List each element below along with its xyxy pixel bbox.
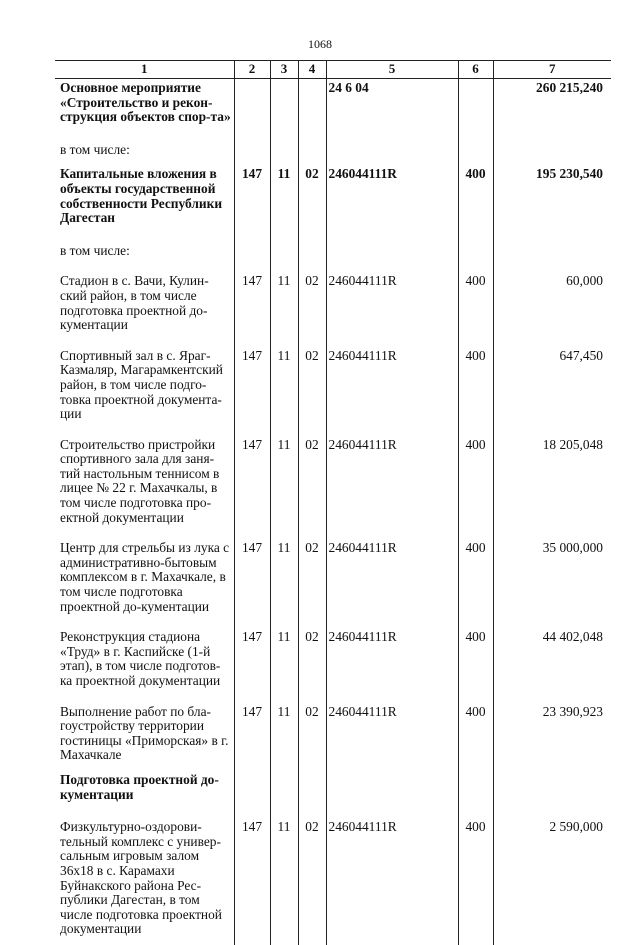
row-section-cell: 11 bbox=[270, 812, 298, 945]
row-code-cell: 147 bbox=[234, 266, 270, 340]
row-section-cell: 11 bbox=[270, 622, 298, 696]
row-expense-type-cell: 400 bbox=[458, 266, 493, 340]
table-row bbox=[55, 79, 611, 135]
row-amount-cell: 195 230,540 bbox=[493, 165, 611, 235]
table-row bbox=[55, 533, 611, 622]
row-expense-type-cell: 400 bbox=[458, 165, 493, 235]
row-code-cell: 147 bbox=[234, 533, 270, 622]
row-target-article-cell: 246044111R bbox=[326, 533, 458, 622]
row-section-cell bbox=[270, 236, 298, 267]
row-amount-cell: 23 390,923 bbox=[493, 697, 611, 771]
table-row bbox=[55, 165, 611, 235]
row-amount-cell: 260 215,240 bbox=[493, 79, 611, 135]
header-cell: 6 bbox=[458, 61, 493, 79]
row-subsection-cell: 02 bbox=[298, 812, 326, 945]
row-code-cell: 147 bbox=[234, 165, 270, 235]
header-cell: 4 bbox=[298, 61, 326, 79]
table-row bbox=[55, 430, 611, 534]
header-cell: 3 bbox=[270, 61, 298, 79]
row-name-cell: Капитальные вложения в объекты государственной собственности Республики Дагестан bbox=[60, 166, 223, 226]
table-row bbox=[55, 135, 611, 166]
row-target-article-cell bbox=[326, 771, 458, 812]
row-amount-cell: 44 402,048 bbox=[493, 622, 611, 696]
row-expense-type-cell: 400 bbox=[458, 430, 493, 534]
row-target-article-cell: 246044111R bbox=[326, 697, 458, 771]
row-section-cell: 11 bbox=[270, 165, 298, 235]
row-subsection-cell: 02 bbox=[298, 697, 326, 771]
row-section-cell: 11 bbox=[270, 697, 298, 771]
row-amount-cell: 35 000,000 bbox=[493, 533, 611, 622]
row-code-cell bbox=[234, 771, 270, 812]
row-name-cell: Спортивный зал в с. Яраг-Казмаляр, Магарамкентский район, в том числе подго-товка проектной документа-ции bbox=[60, 347, 223, 422]
table-row bbox=[55, 812, 611, 945]
row-expense-type-cell bbox=[458, 79, 493, 135]
row-name-cell: в том числе: bbox=[60, 242, 130, 258]
row-target-article-cell: 246044111R bbox=[326, 812, 458, 945]
row-target-article-cell: 246044111R bbox=[326, 165, 458, 235]
row-name-cell: в том числе: bbox=[60, 141, 130, 157]
row-subsection-cell bbox=[298, 135, 326, 166]
table-row bbox=[55, 697, 611, 771]
row-subsection-cell: 02 bbox=[298, 266, 326, 340]
row-code-cell bbox=[234, 236, 270, 267]
row-amount-cell: 647,450 bbox=[493, 341, 611, 430]
row-subsection-cell: 02 bbox=[298, 165, 326, 235]
header-cell: 5 bbox=[326, 61, 458, 79]
header-cell: 1 bbox=[55, 61, 234, 79]
row-subsection-cell: 02 bbox=[298, 622, 326, 696]
row-code-cell: 147 bbox=[234, 622, 270, 696]
row-code-cell: 147 bbox=[234, 341, 270, 430]
row-amount-cell bbox=[493, 771, 611, 812]
row-amount-cell bbox=[493, 135, 611, 166]
row-amount-cell: 2 590,000 bbox=[493, 812, 611, 945]
row-expense-type-cell: 400 bbox=[458, 622, 493, 696]
row-expense-type-cell: 400 bbox=[458, 533, 493, 622]
row-section-cell: 11 bbox=[270, 266, 298, 340]
row-section-cell: 11 bbox=[270, 430, 298, 534]
row-section-cell: 11 bbox=[270, 341, 298, 430]
row-target-article-cell: 246044111R bbox=[326, 622, 458, 696]
row-code-cell: 147 bbox=[234, 430, 270, 534]
row-code-cell: 147 bbox=[234, 697, 270, 771]
table-row bbox=[55, 266, 611, 340]
row-subsection-cell bbox=[298, 79, 326, 135]
row-expense-type-cell: 400 bbox=[458, 812, 493, 945]
row-target-article-cell: 246044111R bbox=[326, 430, 458, 534]
row-name-cell: Основное мероприятие «Строительство и рекон-струкция объектов спор-та» bbox=[60, 80, 231, 125]
row-expense-type-cell bbox=[458, 236, 493, 267]
row-amount-cell bbox=[493, 236, 611, 267]
header-cell: 7 bbox=[493, 61, 611, 79]
row-section-cell bbox=[270, 135, 298, 166]
table-row bbox=[55, 236, 611, 267]
row-subsection-cell bbox=[298, 771, 326, 812]
table-row bbox=[55, 622, 611, 696]
row-amount-cell: 60,000 bbox=[493, 266, 611, 340]
row-subsection-cell: 02 bbox=[298, 533, 326, 622]
row-section-cell: 11 bbox=[270, 533, 298, 622]
row-amount-cell: 18 205,048 bbox=[493, 430, 611, 534]
table-row bbox=[55, 341, 611, 430]
row-expense-type-cell: 400 bbox=[458, 341, 493, 430]
row-target-article-cell: 246044111R bbox=[326, 341, 458, 430]
header-row bbox=[55, 61, 611, 79]
header-cell: 2 bbox=[234, 61, 270, 79]
row-name-cell: Реконструкция стадиона «Труд» в г. Каспийске (1-й этап), в том числе подготов-ка проектной документации bbox=[60, 629, 221, 688]
row-target-article-cell: 246044111R bbox=[326, 266, 458, 340]
row-name-cell: Строительство пристройки спортивного зала для заня-тий настольным теннисом в лицее № 22 г. Махачкалы, в том числе подготовка про-ектной документации bbox=[60, 436, 220, 525]
row-name-cell: Выполнение работ по бла-гоустройству территории гостиницы «Приморская» в г. Махачкале bbox=[60, 703, 229, 763]
row-section-cell bbox=[270, 771, 298, 812]
budget-table bbox=[55, 60, 611, 945]
row-code-cell bbox=[234, 135, 270, 166]
page-number: 1068 bbox=[308, 37, 332, 51]
table-body bbox=[55, 79, 611, 945]
row-subsection-cell bbox=[298, 236, 326, 267]
row-expense-type-cell: 400 bbox=[458, 697, 493, 771]
row-target-article-cell: 24 6 04 bbox=[326, 79, 458, 135]
row-target-article-cell bbox=[326, 236, 458, 267]
row-section-cell bbox=[270, 79, 298, 135]
row-subsection-cell: 02 bbox=[298, 430, 326, 534]
row-code-cell: 147 bbox=[234, 812, 270, 945]
row-subsection-cell: 02 bbox=[298, 341, 326, 430]
row-target-article-cell bbox=[326, 135, 458, 166]
row-name-cell: Стадион в с. Вачи, Кулин-ский район, в том числе подготовка проектной до-кументации bbox=[60, 273, 209, 333]
row-name-cell: Центр для стрельбы из лука с административно-бытовым комплексом в г. Махачкале, в том числе подготовка проектной до-кументации bbox=[60, 540, 230, 614]
row-code-cell bbox=[234, 79, 270, 135]
row-expense-type-cell bbox=[458, 135, 493, 166]
row-expense-type-cell bbox=[458, 771, 493, 812]
row-name-cell: Физкультурно-оздорови-тельный комплекс с универ-сальным игровым залом 36х18 в с. Карамахи Буйнакского района Рес-публики Дагестан, в том числе подготовка проектной документации bbox=[60, 819, 222, 937]
row-name-cell: Подготовка проектной до-кументации bbox=[60, 771, 219, 802]
table-row bbox=[55, 771, 611, 812]
